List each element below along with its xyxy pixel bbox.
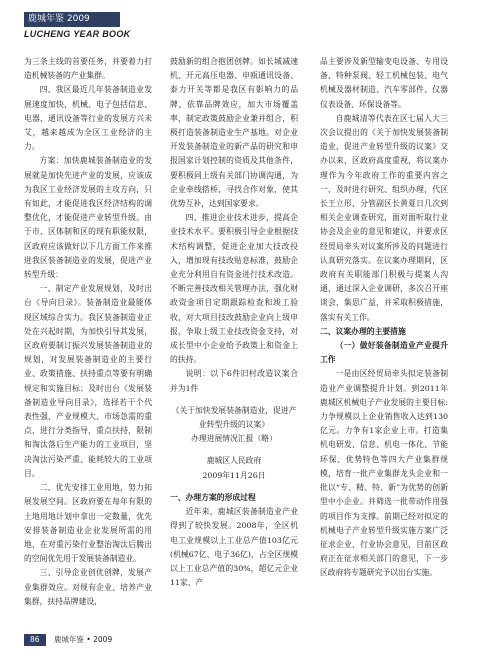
paragraph: 方案：加快鹿城装备制造业的发展就是加快先进产业的发展，应该成为我区工业经济发展的主攻方向，只有如此，才能促进我区经济结构的调整优化，才能促进产业转型升级。由于市、区体制和区的现有职能权限，区政府应该做好以下几方面工作来推进我区装备制造业的发展，促进产业转型升级：: [24, 156, 152, 280]
subsection-heading: （一）做好装备制造业产业提升工作: [320, 341, 448, 365]
paragraph: 为三条主线的首要任务，并要着力打造机械装备的产业集群。: [24, 57, 152, 81]
paragraph: 二、优先安排工业用地，努力拓展发展空间。区政府要在每年有限的土地用地计划中拿出一定数量，优先安排装备制造业企业发展所需的用地，在对重污染行业整治淘汰后腾出的空间优先用于发展装备制造业。: [24, 483, 152, 564]
column-2: [170, 55, 298, 630]
column-1: [24, 55, 152, 630]
page-number: 86: [24, 634, 46, 646]
paragraph: 说明：以下6件旧村改造议案合并为1件: [170, 369, 298, 393]
header: [24, 12, 144, 42]
notice-subtitle: 办理进展情况汇报（略）: [191, 434, 277, 444]
paragraph: 一、制定产业发展规划，及时出台《导向目录》。装备制造业最能体现区域综合实力。我区装备制造业正处在兴起时期，为加快引导其发展，区政府要制订振兴发展装备制造业的规划，对发展装备制造业的主要行业、政策措施、扶持重点等要有明确规定和实施目标；及时出台《发展装备制造业导向目录》，选择若干个代表性强、产业规模大、市场急需的重点，进行分类指导，重点扶持，限制和淘汰落后生产能力的工业项目，坚决淘汰污染严重、能耗较大的工业项目。: [24, 284, 152, 478]
paragraph: 三、引导企业创优创牌，发展产业集群效应。对规有企业、培养产业集群，扶持品牌建设，: [24, 568, 152, 606]
section-heading: 二、议案办理的主要措施: [320, 326, 406, 336]
notice-title: 《关于加快发展装备制造业，促进产业转型升级的议案》: [171, 405, 297, 430]
paragraph: 品主要涉及新型输变电设备、专用设备、特种泵阀、轻工机械包装、电气机械及器材制造、汽车零部件、仪器仪表设备、环保设备等。: [320, 57, 448, 109]
paragraph: 自鹿城清等代表在区七届人大三次会议提出的《关于加快发展装备制造业，促进产业转型升级的议案》交办以来，区政府高度重视，将议案办理作为今年政府工作的重要内容之一，及时进行研究、组织办理，代区长王立形、分管副区长黄夏日几次到相关企业调查研究，面对面听取行业协会及企业的意见和建议，并要求区经贸局牵头对议案所涉及的问题进行认真研究落实。在议案办理期间，区政府有关职能部门积极与提案人沟通，通过深入企业调研，多次召开座谈会，集思广益，并采取积极措施，落实有关工作。: [320, 113, 448, 322]
issuer: 鹿城区人民政府: [206, 456, 262, 466]
paragraph: 四、我区最近几年装备制造业发展速度加快，机械、电子包括信息、电器、通讯设备等行业的发展方兴未艾，越来越成为全区工业经济的主力。: [24, 85, 152, 152]
footer-title: 鹿城年鉴 • 2009: [53, 635, 113, 644]
yearbook-subtitle: LUCHENG YEAR BOOK: [24, 29, 131, 39]
section-heading: 一、办理方案的形成过程: [170, 492, 256, 502]
paragraph: 四、推进企业技术进步，提高企业技术水平。要积极引导企业根据技术结构调整，促进企业加大技改投入，增加现有技改贴息标准，鼓励企业充分利用自有资金进行技术改造。不断完善技改相关管理办法，强化财政资金项目定期跟踪检查和竣工验收，对大项目技改鼓励企业向上级申报，争取上级工业技改资金支持，对成长型中小企业给予政策上和资金上的扶持。: [170, 213, 298, 365]
paragraph: 鼓励新的组合抱团创牌。如长城减速机、开元高压电器、申瓯通讯设备、泰力开关等都是我区有影响力的品牌，依靠品牌效应，加大市场覆盖率，制定政策鼓励企业兼并组合，积极打造装备制造业生产基地。对企业开发装备制造业的新产品的研究和申报国家计划控制的资质及其他条件，要积极同上级有关部门协调沟通，为企业牵线搭桥，寻找合作对象，使其优势互补，达到国家要求。: [170, 57, 298, 209]
issue-date: 2009年11月26日: [202, 470, 266, 480]
paragraph: 一是由区经贸局牵头拟定装备制造业产业调整提升计划。到2011年鹿城区机械电子产业发展的主要目标:力争规模以上企业销售收入达到130亿元。力争有1家企业上市。打造集机电研发、信息、机电一体化、节能环保、优势特色等四大产业集群规模，培育一批产业集群龙头企业和一批以“专、精、特、新”为优势的创新型中小企业。并筛选一批带动作用强的项目作为支撑。前期已经对拟定的机械电子产业转型升级实施方案广泛征求企业、行业协会意见，目前区政府正在征求相关部门的意见，下一步区政府将专题研究予以出台实施。: [320, 369, 448, 578]
column-3: [320, 55, 448, 630]
footer: [24, 634, 464, 646]
paragraph: 近年来，鹿城区装备制造业产业得到了较快发展。2008年，全区机电工业规模以上工业总产值103亿元(机械67亿、电子36亿)，占全区规模以上工业总产值的30%，超亿元企业11家，产: [170, 507, 298, 588]
yearbook-badge: 鹿城年鉴 2009: [24, 12, 120, 27]
